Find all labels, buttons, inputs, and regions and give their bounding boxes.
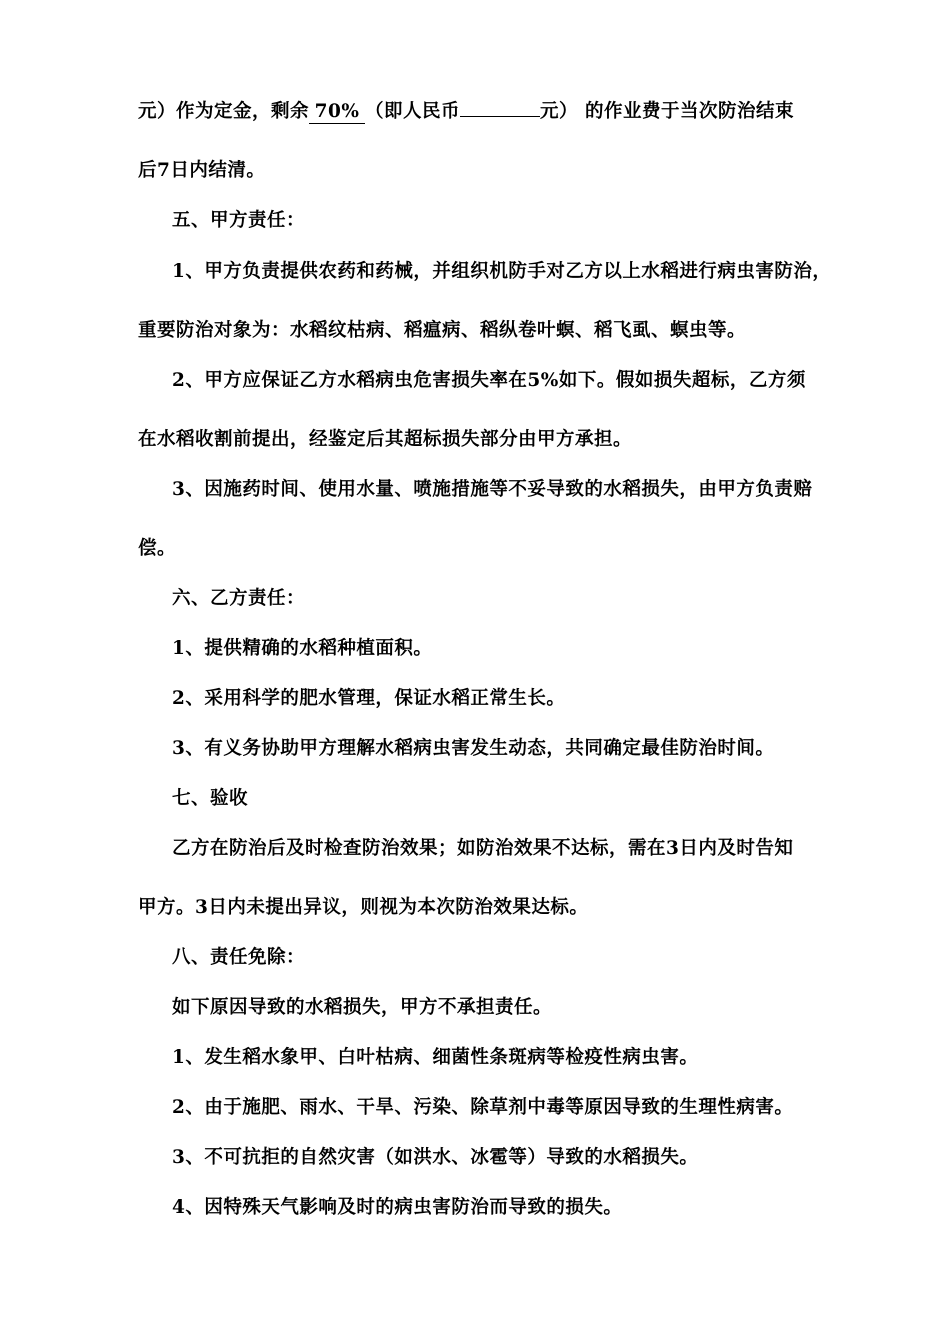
percentage-underlined-value: 70% (309, 101, 365, 124)
exemption-item-1: 1、发生稻水象甲、白叶枯病、细菌性条斑病等检疫性病虫害。 (172, 1047, 699, 1068)
clause-b1-line: 1、提供精确的水稻种植面积。 (172, 638, 433, 659)
clause-a3-line: 3、因施药时间、使用水量、喷施措施等不妥导致的水稻损失，由甲方负责赔 (172, 479, 813, 500)
clause-a2-continued: 在水稻收割前提出，经鉴定后其超标损失部分由甲方承担。 (138, 429, 633, 450)
rmb-text: （即人民币 (365, 101, 461, 122)
paragraph-line (138, 99, 950, 125)
clause-a1-line: 1、甲方负责提供农药和药械，并组织机防手对乙方以上水稻进行病虫害防治， (172, 261, 832, 282)
exemption-item-2: 2、由于施肥、雨水、干旱、污染、除草剂中毒等原因导致的生理性病害。 (172, 1097, 794, 1118)
clause-b2-line: 2、采用科学的肥水管理，保证水稻正常生长。 (172, 688, 566, 709)
section-heading-party-b: 六、乙方责任： (172, 588, 306, 609)
fee-text: 元） 的作业费于当次防治结束 (540, 101, 794, 122)
exemption-item-3: 3、不可抗拒的自然灾害（如洪水、冰雹等）导致的水稻损失。 (172, 1147, 699, 1168)
acceptance-continued: 甲方。3日内未提出异议，则视为本次防治效果达标。 (138, 897, 589, 918)
section-heading-exemption: 八、责任免除： (172, 947, 306, 968)
section-heading-acceptance: 七、验收 (172, 788, 249, 809)
amount-blank-field (460, 116, 540, 117)
clause-a3-continued: 偿。 (138, 538, 177, 559)
clause-b3-line: 3、有义务协助甲方理解水稻病虫害发生动态，共同确定最佳防治时间。 (172, 738, 775, 759)
deposit-text: 元）作为定金，剩余 (138, 101, 310, 122)
acceptance-line: 乙方在防治后及时检查防治效果；如防治效果不达标，需在3日内及时告知 (172, 838, 794, 859)
exemption-intro-line: 如下原因导致的水稻损失，甲方不承担责任。 (172, 997, 553, 1018)
clause-a2-line: 2、甲方应保证乙方水稻病虫危害损失率在5%如下。假如损失超标，乙方须 (172, 370, 806, 391)
clause-a1-continued: 重要防治对象为：水稻纹枯病、稻瘟病、稻纵卷叶螟、稻飞虱、螟虫等。 (138, 320, 747, 341)
paragraph-line: 后7日内结清。 (138, 160, 266, 181)
exemption-item-4: 4、因特殊天气影响及时的病虫害防治而导致的损失。 (172, 1197, 623, 1218)
section-heading-party-a: 五、甲方责任： (172, 210, 306, 231)
